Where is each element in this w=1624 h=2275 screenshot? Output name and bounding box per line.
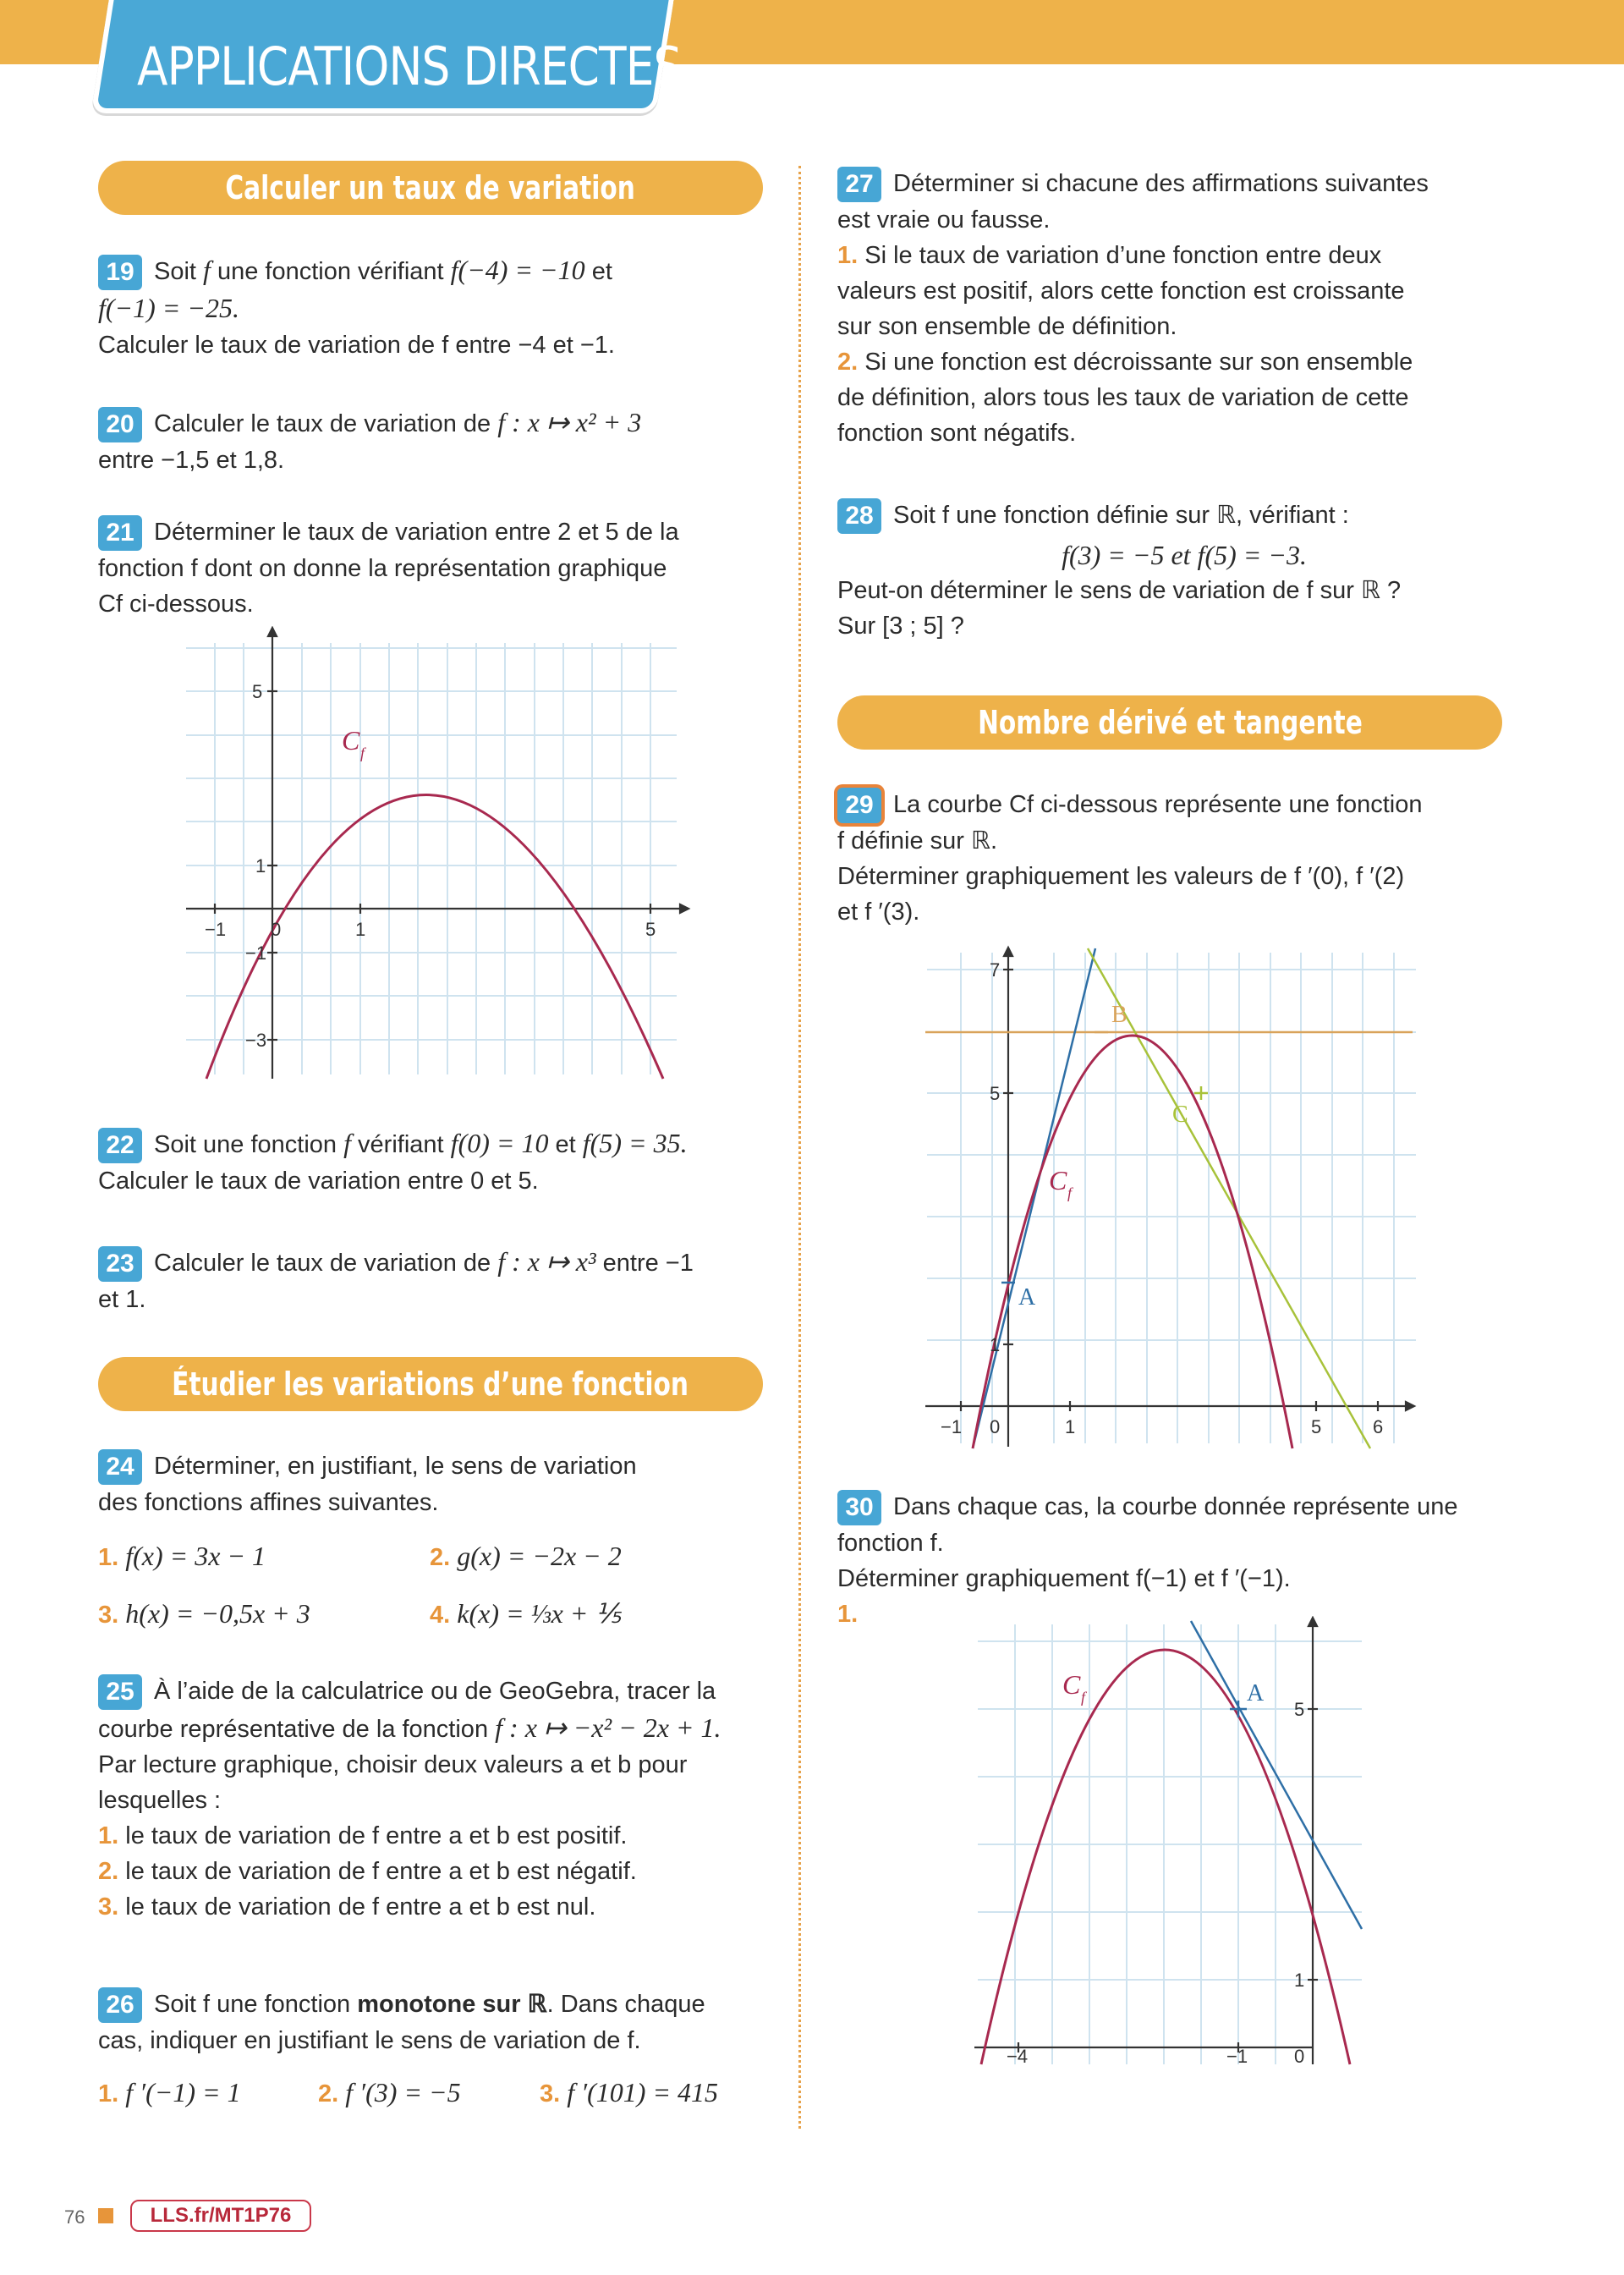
tick-label: 1	[1065, 1416, 1076, 1437]
exercise-number: 23	[98, 1246, 142, 1282]
exercise-number: 22	[98, 1128, 142, 1163]
exercise-number: 19	[98, 255, 142, 290]
lls-link[interactable]: LLS.fr/MT1P76	[130, 2200, 311, 2232]
exercise-25: 25 À l’aide de la calculatrice ou de GeoGebra, tracer la courbe représentative de la fonction f : x ↦ −x² − 2x + 1. Par lecture graphique, choisir deux valeurs a et b pour lesquelles : 1. le taux de variation de f entre a et b est positif. 2. le taux de variation de f entre a et b est négatif. 3. le taux de variation de f entre a et b est nul.	[98, 1673, 783, 1925]
graph-exercise-29	[922, 944, 1421, 1452]
exercise-27: 27 Déterminer si chacune des affirmations suivantes est vraie ou fausse. 1. Si le taux de variation d’une fonction entre deux valeurs est positif, alors cette fonction est croissante sur son ensemble de définition. 2. Si une fonction est décroissante sur son ensemble de définition, alors tous les taux de variation de cette fonction sont négatifs.	[837, 166, 1531, 451]
graph-exercise-21	[169, 626, 694, 1083]
exercise-number: 28	[837, 498, 881, 534]
tick-label: 1	[355, 919, 366, 940]
exercise-number: 21	[98, 515, 142, 551]
point-C-label: C	[1172, 1102, 1188, 1128]
ex26-item-1: 1. f ′(−1) = 1	[98, 2077, 241, 2107]
point-A-label: A	[1247, 1680, 1265, 1706]
exercise-29: 29 La courbe Cf ci-dessous représente une fonction f définie sur ℝ. Déterminer graphiquement les valeurs de f ′(0), f ′(2) et f ′(3).	[837, 787, 1531, 930]
tick-label: −1	[205, 919, 227, 940]
exercise-number: 27	[837, 167, 881, 202]
axes	[974, 1618, 1318, 2064]
exercise-20: 20 Calculer le taux de variation de f : x ↦ x² + 3 entre −1,5 et 1,8.	[98, 407, 642, 475]
section-heading-derive: Nombre dérivé et tangente	[837, 695, 1502, 750]
tick-label: 1	[1294, 1970, 1305, 1991]
tick-label: 7	[990, 959, 1001, 981]
grid	[978, 1624, 1362, 2064]
grid	[927, 953, 1416, 1443]
point-B-label: B	[1111, 1002, 1127, 1028]
exercise-number: 30	[837, 1490, 881, 1525]
exercise-number: 25	[98, 1674, 142, 1710]
tick-label: −4	[1007, 2046, 1029, 2067]
axes	[925, 948, 1414, 1447]
tick-label: 5	[252, 681, 263, 702]
ex26-item-3: 3. f ′(101) = 415	[540, 2077, 719, 2107]
exercise-number: 26	[98, 1987, 142, 2023]
curve-label: C	[1062, 1669, 1081, 1700]
exercise-24: 24 Déterminer, en justifiant, le sens de variation des fonctions affines suivantes.	[98, 1448, 775, 1520]
exercise-number: 29	[837, 788, 881, 823]
tick-label: 5	[1294, 1699, 1305, 1720]
curve-label-sub: f	[1067, 1184, 1073, 1201]
ex24-item-2: 2. g(x) = −2x − 2	[430, 1541, 622, 1571]
tick-label: −1	[1226, 2046, 1248, 2067]
curve-cf	[973, 1036, 1292, 1448]
exercise-30: 30 Dans chaque cas, la courbe donnée représente une fonction f. Déterminer graphiquement f(−1) et f ′(−1). 1.	[837, 1489, 1531, 1632]
tick-label: 5	[1311, 1416, 1322, 1437]
footer-square	[98, 2208, 113, 2223]
tick-label: −1	[941, 1416, 963, 1437]
ex24-item-3: 3. h(x) = −0,5x + 3	[98, 1598, 310, 1629]
tick-label: 5	[990, 1083, 1001, 1104]
exercise-22: 22 Soit une fonction f vérifiant f(0) = 10 et f(5) = 35. Calculer le taux de variation entre 0 et 5.	[98, 1128, 688, 1195]
ex24-item-1: 1. f(x) = 3x − 1	[98, 1541, 266, 1571]
exercise-number: 20	[98, 407, 142, 442]
section-heading-variations: Étudier les variations d’une fonction	[98, 1357, 763, 1411]
exercise-23: 23 Calculer le taux de variation de f : x ↦ x³ entre −1 et 1.	[98, 1246, 694, 1314]
column-divider	[798, 166, 801, 2129]
curve-label: C	[1049, 1165, 1067, 1195]
exercise-28: 28 Soit f une fonction définie sur ℝ, vérifiant : f(3) = −5 et f(5) = −3. Peut-on déterminer le sens de variation de f sur ℝ ? Sur [3 ; 5] ?	[837, 497, 1531, 644]
curve-label: C	[342, 725, 360, 756]
tick-label: 0	[990, 1416, 1001, 1437]
exercise-number: 24	[98, 1449, 142, 1485]
tick-label: −3	[245, 1030, 267, 1051]
tick-label: 1	[990, 1334, 1001, 1355]
tick-label: 5	[645, 919, 656, 940]
page-number: 76	[64, 2206, 85, 2228]
curve-label-sub: f	[1081, 1689, 1086, 1706]
exercise-21: 21 Déterminer le taux de variation entre 2 et 5 de la fonction f dont on donne la représentation graphique Cf ci-dessous.	[98, 514, 775, 622]
ex24-item-4: 4. k(x) = ⅓x + ⅕	[430, 1598, 622, 1629]
tangent-at-A	[973, 948, 1095, 1448]
graph-exercise-30	[973, 1616, 1370, 2081]
page-title: APPLICATIONS DIRECTES	[137, 36, 682, 97]
tick-label: 0	[1294, 2046, 1305, 2067]
tick-label: 1	[255, 855, 266, 876]
ex26-item-2: 2. f ′(3) = −5	[318, 2077, 461, 2107]
tick-label: 6	[1373, 1416, 1384, 1437]
curve-label-sub: f	[360, 745, 365, 761]
section-heading-taux: Calculer un taux de variation	[98, 161, 763, 215]
tick-label: 0	[271, 919, 282, 940]
tangent-at-C	[1088, 948, 1370, 1448]
exercise-26: 26 Soit f une fonction monotone sur ℝ. Dans chaque cas, indiquer en justifiant le sens de variation de f.	[98, 1987, 783, 2058]
exercise-19: 19 Soit f une fonction vérifiant f(−4) = −10 et f(−1) = −25. Calculer le taux de variation de f entre −4 et −1.	[98, 255, 615, 360]
tick-label: −1	[245, 942, 267, 964]
point-A-label: A	[1018, 1284, 1036, 1311]
